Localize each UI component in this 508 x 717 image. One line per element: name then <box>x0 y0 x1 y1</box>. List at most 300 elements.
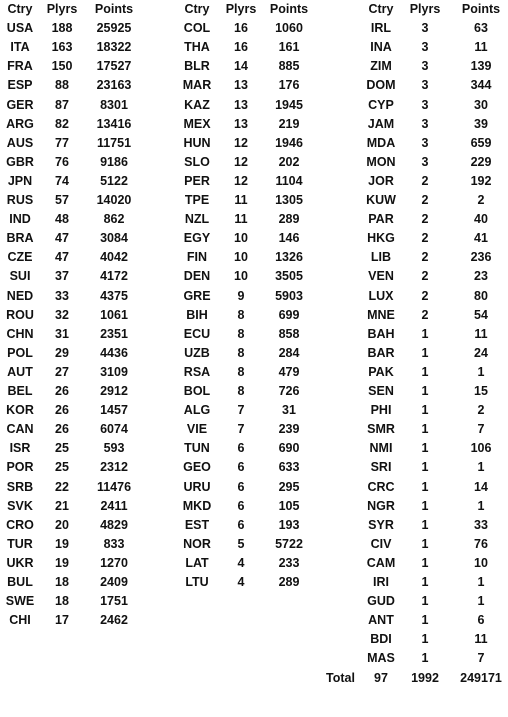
country-code: RSA <box>183 364 211 379</box>
player-count: 12 <box>234 154 248 169</box>
player-count: 12 <box>234 135 248 150</box>
country-code: DOM <box>366 78 396 93</box>
country-code: EST <box>184 517 210 532</box>
player-count: 1 <box>421 364 429 379</box>
points-value: 54 <box>474 307 488 322</box>
country-code: AUT <box>7 364 33 379</box>
player-count: 3 <box>421 40 429 55</box>
points-value: 1945 <box>275 97 303 112</box>
header-points: Points <box>94 2 134 16</box>
player-count: 74 <box>55 173 69 188</box>
points-value: 1 <box>477 460 485 475</box>
player-count: 9 <box>237 288 245 303</box>
country-code: ZIM <box>370 59 392 74</box>
points-value: 39 <box>474 116 488 131</box>
points-value: 236 <box>470 250 492 265</box>
points-value: 2462 <box>100 613 128 628</box>
player-count: 19 <box>55 555 69 570</box>
player-count: 163 <box>51 40 73 55</box>
points-value: 6 <box>477 613 485 628</box>
country-code: UKR <box>6 555 34 570</box>
points-value: 633 <box>278 460 300 475</box>
points-value: 33 <box>474 517 488 532</box>
points-value: 1326 <box>275 250 303 265</box>
country-code: ITA <box>10 40 30 55</box>
player-count: 12 <box>234 173 248 188</box>
player-count: 1 <box>421 479 429 494</box>
points-value: 862 <box>103 212 125 227</box>
country-code: ISR <box>9 441 31 456</box>
points-value: 8301 <box>100 97 128 112</box>
points-value: 344 <box>470 78 492 93</box>
player-count: 2 <box>421 288 429 303</box>
points-value: 1 <box>477 575 485 589</box>
points-value: 25925 <box>96 21 132 36</box>
player-count: 18 <box>55 575 69 589</box>
points-value: 4829 <box>100 517 128 532</box>
country-code: KUW <box>366 193 396 207</box>
country-code: NZL <box>184 212 210 227</box>
player-count: 87 <box>55 97 69 112</box>
points-value: 11 <box>474 40 488 55</box>
country-code: TUR <box>7 536 33 551</box>
player-count: 26 <box>55 422 69 437</box>
player-count: 2 <box>421 307 429 322</box>
points-value: 5122 <box>100 173 128 188</box>
total-row <box>0 669 508 688</box>
country-code: KAZ <box>184 97 210 112</box>
player-count: 4 <box>237 575 245 589</box>
header-players: Plyrs <box>225 2 257 16</box>
country-code: BEL <box>7 384 33 398</box>
points-value: 10 <box>474 555 488 570</box>
points-value: 106 <box>470 441 492 456</box>
country-code: JPN <box>7 173 33 188</box>
player-count: 14 <box>234 59 248 74</box>
country-code: BLR <box>184 59 210 74</box>
country-code: POL <box>7 345 33 360</box>
country-code: BOL <box>183 384 211 398</box>
player-count: 20 <box>55 517 69 532</box>
points-value: 7 <box>477 422 485 437</box>
points-value: 479 <box>278 364 300 379</box>
country-code: IRI <box>373 575 389 589</box>
country-code: SLO <box>184 154 210 169</box>
country-code: CYP <box>368 97 394 112</box>
country-code: VEN <box>368 269 394 284</box>
points-value: 726 <box>278 384 300 398</box>
points-value: 4172 <box>100 269 128 284</box>
points-value: 699 <box>278 307 300 322</box>
points-value: 13416 <box>96 116 132 131</box>
player-count: 13 <box>234 78 248 93</box>
player-count: 13 <box>234 97 248 112</box>
country-code: NMI <box>369 441 393 456</box>
points-value: 1060 <box>275 21 303 36</box>
player-count: 6 <box>237 441 245 456</box>
points-value: 2411 <box>100 498 128 513</box>
player-count: 18 <box>55 594 69 609</box>
points-value: 146 <box>278 231 300 246</box>
player-count: 27 <box>55 364 69 379</box>
points-value: 14020 <box>96 193 132 207</box>
country-code: BIH <box>186 307 208 322</box>
country-code: POR <box>6 460 34 475</box>
player-count: 6 <box>237 517 245 532</box>
header-points: Points <box>461 2 501 16</box>
player-count: 11 <box>234 212 248 227</box>
player-count: 48 <box>55 212 69 227</box>
player-count: 57 <box>55 193 69 207</box>
player-count: 7 <box>237 403 245 418</box>
country-code: MON <box>366 154 396 169</box>
points-value: 15 <box>474 384 488 398</box>
country-code: LUX <box>368 288 394 303</box>
country-code: NGR <box>367 498 395 513</box>
country-code: PER <box>184 173 210 188</box>
points-value: 1 <box>477 498 485 513</box>
country-code: LIB <box>370 250 392 265</box>
points-value: 11476 <box>96 479 132 494</box>
points-value: 2 <box>477 403 485 418</box>
player-count: 3 <box>421 97 429 112</box>
country-code: BRA <box>6 231 34 246</box>
player-count: 188 <box>51 21 73 36</box>
points-value: 11 <box>474 326 488 341</box>
points-value: 5903 <box>275 288 303 303</box>
points-value: 3084 <box>100 231 128 246</box>
player-count: 1 <box>421 555 429 570</box>
country-code: MEX <box>183 116 211 131</box>
player-count: 2 <box>421 231 429 246</box>
country-code: BDI <box>370 632 392 647</box>
player-count: 1 <box>421 422 429 437</box>
player-count: 1 <box>421 498 429 513</box>
points-value: 6074 <box>100 422 128 437</box>
country-code: SEN <box>368 384 394 398</box>
points-value: 23 <box>474 269 488 284</box>
points-value: 295 <box>278 479 300 494</box>
player-count: 1 <box>421 460 429 475</box>
player-count: 33 <box>55 288 69 303</box>
points-value: 1104 <box>275 173 303 188</box>
player-count: 8 <box>237 364 245 379</box>
player-count: 5 <box>237 536 245 551</box>
country-code: NOR <box>183 536 211 551</box>
country-code: VIE <box>186 422 208 437</box>
player-count: 31 <box>55 326 69 341</box>
points-value: 63 <box>474 21 488 36</box>
player-count: 11 <box>234 193 248 207</box>
player-count: 22 <box>55 479 69 494</box>
player-count: 2 <box>421 269 429 284</box>
player-count: 2 <box>421 173 429 188</box>
player-count: 76 <box>55 154 69 169</box>
player-count: 150 <box>51 59 73 74</box>
country-code: SVK <box>7 498 33 513</box>
points-value: 229 <box>470 154 492 169</box>
points-value: 1061 <box>100 307 128 322</box>
points-value: 1946 <box>275 135 303 150</box>
total-players: 1992 <box>411 670 439 685</box>
points-value: 105 <box>278 498 300 513</box>
country-code: CRC <box>367 479 395 494</box>
player-count: 7 <box>237 422 245 437</box>
player-count: 19 <box>55 536 69 551</box>
points-value: 219 <box>278 116 300 131</box>
player-count: 1 <box>421 326 429 341</box>
player-count: 8 <box>237 307 245 322</box>
points-value: 284 <box>278 345 300 360</box>
header-players: Plyrs <box>409 2 441 16</box>
player-count: 2 <box>421 250 429 265</box>
points-value: 233 <box>278 555 300 570</box>
player-count: 1 <box>421 575 429 589</box>
points-value: 23163 <box>96 78 132 93</box>
player-count: 47 <box>55 231 69 246</box>
points-value: 11751 <box>96 135 132 150</box>
country-code: UZB <box>184 345 210 360</box>
points-value: 9186 <box>100 154 128 169</box>
player-count: 2 <box>421 193 429 207</box>
country-code: HKG <box>367 231 395 246</box>
country-code: GBR <box>6 154 34 169</box>
header-country: Ctry <box>184 2 210 16</box>
points-value: 885 <box>278 59 300 74</box>
player-count: 25 <box>55 441 69 456</box>
points-value: 1751 <box>100 594 128 609</box>
country-code: IND <box>9 212 31 227</box>
player-count: 3 <box>421 135 429 150</box>
points-value: 5722 <box>275 536 303 551</box>
points-value: 202 <box>278 154 300 169</box>
player-count: 6 <box>237 498 245 513</box>
header-country: Ctry <box>368 2 394 16</box>
points-value: 41 <box>474 231 488 246</box>
country-code: JAM <box>367 116 395 131</box>
header-country: Ctry <box>7 2 33 16</box>
country-code: NED <box>6 288 34 303</box>
player-count: 1 <box>421 517 429 532</box>
header-points: Points <box>269 2 309 16</box>
country-code: CAN <box>6 422 34 437</box>
points-value: 17527 <box>96 59 132 74</box>
country-code: SMR <box>367 422 395 437</box>
points-value: 193 <box>278 517 300 532</box>
country-code: CAM <box>366 555 396 570</box>
player-count: 21 <box>55 498 69 513</box>
points-value: 7 <box>477 651 485 666</box>
player-count: 1 <box>421 441 429 456</box>
country-code: AUS <box>6 135 34 150</box>
country-code: LAT <box>185 555 209 570</box>
points-value: 30 <box>474 97 488 112</box>
player-count: 47 <box>55 250 69 265</box>
player-count: 8 <box>237 345 245 360</box>
points-value: 3505 <box>275 269 303 284</box>
country-code: ROU <box>6 307 34 322</box>
country-code: CHI <box>9 613 31 628</box>
points-value: 40 <box>474 212 488 227</box>
points-value: 659 <box>470 135 492 150</box>
points-value: 2 <box>477 193 485 207</box>
points-value: 192 <box>470 173 492 188</box>
points-value: 80 <box>474 288 488 303</box>
country-code: DEN <box>183 269 211 284</box>
country-code: CZE <box>7 250 33 265</box>
player-count: 1 <box>421 613 429 628</box>
player-count: 37 <box>55 269 69 284</box>
player-count: 16 <box>234 21 248 36</box>
country-code: INA <box>370 40 392 55</box>
player-count: 3 <box>421 154 429 169</box>
player-count: 6 <box>237 479 245 494</box>
country-code: BUL <box>7 575 33 589</box>
country-code: SUI <box>9 269 31 284</box>
points-value: 4436 <box>100 345 128 360</box>
country-code: BAH <box>367 326 395 341</box>
points-value: 858 <box>278 326 300 341</box>
player-count: 10 <box>234 231 248 246</box>
country-code: ECU <box>183 326 211 341</box>
total-points: 249171 <box>460 670 502 685</box>
player-count: 2 <box>421 212 429 227</box>
country-code: MAR <box>182 78 212 93</box>
country-code: BAR <box>367 345 395 360</box>
player-count: 16 <box>234 40 248 55</box>
country-code: CHN <box>6 326 34 341</box>
points-value: 690 <box>278 441 300 456</box>
header-players: Plyrs <box>46 2 78 16</box>
points-value: 14 <box>474 479 488 494</box>
country-code: GUD <box>367 594 395 609</box>
player-count: 13 <box>234 116 248 131</box>
player-count: 1 <box>421 594 429 609</box>
country-code: KOR <box>6 403 34 418</box>
points-value: 24 <box>474 345 488 360</box>
player-count: 17 <box>55 613 69 628</box>
points-value: 833 <box>103 536 125 551</box>
country-code: PHI <box>370 403 392 418</box>
player-count: 1 <box>421 651 429 666</box>
country-code: GEO <box>183 460 211 475</box>
country-code: SRB <box>6 479 34 494</box>
country-code: CRO <box>6 517 34 532</box>
player-count: 29 <box>55 345 69 360</box>
country-code: FIN <box>186 250 208 265</box>
points-value: 11 <box>474 632 488 647</box>
player-count: 8 <box>237 384 245 398</box>
country-code: LTU <box>185 575 209 589</box>
country-code: ESP <box>7 78 33 93</box>
points-value: 2409 <box>100 575 128 589</box>
country-code: ALG <box>183 403 211 418</box>
player-count: 1 <box>421 632 429 647</box>
country-code: HUN <box>183 135 211 150</box>
player-count: 3 <box>421 21 429 36</box>
points-value: 76 <box>474 536 488 551</box>
player-count: 1 <box>421 345 429 360</box>
country-code: TUN <box>184 441 210 456</box>
player-count: 3 <box>421 59 429 74</box>
points-value: 176 <box>278 78 300 93</box>
points-value: 1 <box>477 594 485 609</box>
country-code: USA <box>6 21 34 36</box>
country-code: TPE <box>184 193 210 207</box>
player-count: 4 <box>237 555 245 570</box>
player-count: 88 <box>55 78 69 93</box>
country-code: CIV <box>370 536 392 551</box>
points-value: 2912 <box>100 384 128 398</box>
points-value: 1305 <box>275 193 303 207</box>
player-count: 1 <box>421 384 429 398</box>
player-count: 10 <box>234 250 248 265</box>
country-code: SYR <box>368 517 394 532</box>
player-count: 6 <box>237 460 245 475</box>
player-count: 8 <box>237 326 245 341</box>
country-code: MDA <box>366 135 396 150</box>
points-value: 2351 <box>100 326 128 341</box>
points-value: 239 <box>278 422 300 437</box>
country-code: JOR <box>368 173 394 188</box>
country-code: SWE <box>5 594 35 609</box>
total-label: Total <box>326 670 355 685</box>
country-code: SRI <box>370 460 392 475</box>
country-code: PAR <box>368 212 394 227</box>
country-code: RUS <box>6 193 34 207</box>
player-count: 3 <box>421 78 429 93</box>
country-code: URU <box>183 479 211 494</box>
points-value: 1 <box>477 364 485 379</box>
country-code: MAS <box>367 651 395 666</box>
points-value: 18322 <box>96 40 132 55</box>
points-value: 4042 <box>100 250 128 265</box>
points-value: 4375 <box>100 288 128 303</box>
country-code: MKD <box>182 498 212 513</box>
player-count: 1 <box>421 403 429 418</box>
country-code: ANT <box>368 613 394 628</box>
player-count: 1 <box>421 536 429 551</box>
country-code: ARG <box>6 116 34 131</box>
player-count: 77 <box>55 135 69 150</box>
player-count: 26 <box>55 384 69 398</box>
points-value: 289 <box>278 575 300 589</box>
player-count: 10 <box>234 269 248 284</box>
points-value: 31 <box>282 403 296 418</box>
country-code: COL <box>183 21 211 36</box>
country-code: GRE <box>183 288 211 303</box>
player-count: 82 <box>55 116 69 131</box>
points-value: 161 <box>278 40 300 55</box>
country-code: IRL <box>370 21 392 36</box>
points-value: 3109 <box>100 364 128 379</box>
country-code: MNE <box>367 307 395 322</box>
player-count: 3 <box>421 116 429 131</box>
points-value: 1270 <box>100 555 128 570</box>
country-code: PAK <box>368 364 394 379</box>
country-code: THA <box>184 40 210 55</box>
country-code: EGY <box>183 231 211 246</box>
points-value: 139 <box>470 59 492 74</box>
points-value: 1457 <box>100 403 128 418</box>
points-value: 289 <box>278 212 300 227</box>
country-code: FRA <box>7 59 33 74</box>
total-countries: 97 <box>374 670 388 685</box>
player-count: 25 <box>55 460 69 475</box>
player-count: 32 <box>55 307 69 322</box>
points-value: 593 <box>103 441 125 456</box>
player-count: 26 <box>55 403 69 418</box>
